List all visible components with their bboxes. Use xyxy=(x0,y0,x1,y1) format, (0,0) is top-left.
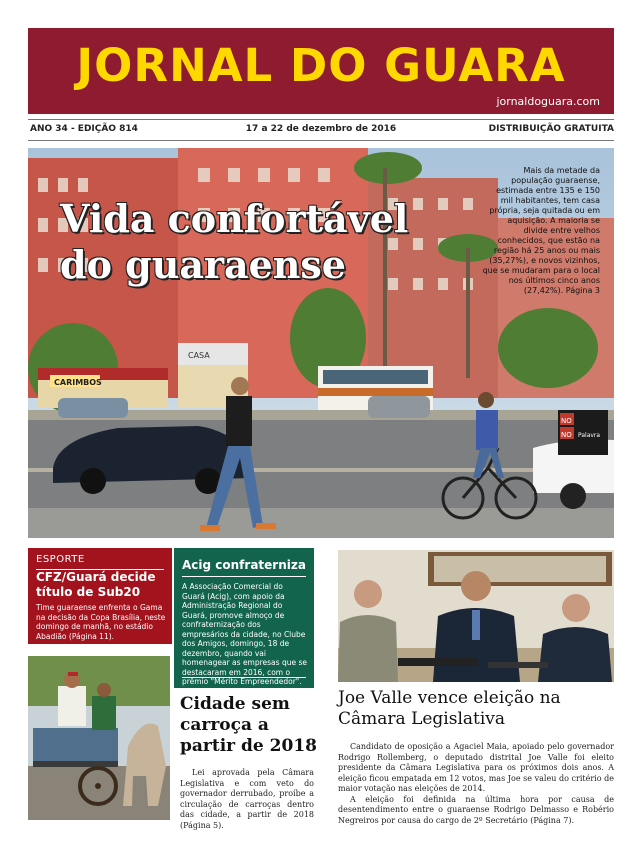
divider xyxy=(182,576,306,577)
road-sign-palavra: Palavra xyxy=(578,432,601,439)
edition-dates: 17 a 22 de dezembro de 2016 xyxy=(245,124,397,134)
legislature-headline[interactable]: Joe Valle vence eleição na Câmara Legislativa xyxy=(338,688,561,729)
legislature-article xyxy=(338,742,614,826)
cart-photo xyxy=(28,656,170,820)
edition-info-bar xyxy=(28,119,614,141)
masthead xyxy=(28,28,614,114)
divider xyxy=(182,677,306,678)
article-paragraph: Candidato de oposição a Agaciel Maia, apoiado pelo governador Rodrigo Rollemberg, o deputado distrital Joe Valle foi eleito presidente da Câmara Legislativa para os próximos dois anos. A eleição ficou empatada em 12 votos, mas Joe se valeu do critério de maior votação nas eleições de 2014. xyxy=(338,742,614,793)
section-tag: ESPORTE xyxy=(36,554,85,565)
acig-box[interactable] xyxy=(174,548,314,688)
article-paragraph: A eleição foi definida na última hora por causa de desentendimento entre o guaraense Rodrigo Delmasso e Robério Negreiros por causa do cargo de 2º Secretário (Página 7). xyxy=(338,794,614,825)
sports-box[interactable] xyxy=(28,548,172,644)
road-sign-no-2: NO xyxy=(561,431,572,439)
sports-headline: CFZ/Guará decide título de Sub20 xyxy=(36,570,156,599)
cart-summary: Lei aprovada pela Câmara Legislativa e com veto do governador derrubado, proíbe a circulação de carroças dentro das cidade, a partir de 2018 (Página 5). xyxy=(180,768,314,830)
shop-sign-carimbos: CARIMBOS xyxy=(54,378,102,387)
horse-cart-image xyxy=(28,656,170,820)
website-url[interactable]: jornaldoguara.com xyxy=(496,95,600,108)
acig-summary: A Associação Comercial do Guará (Acig), com apoio da Administração Regional do Guará, promove almoço de confraternização dos empresários da cidade, no Clube dos Amigos, domingo, 18 de dezembro, quando vai homenagear as empresas que se destacaram em 2016, com o prêmio "Mérito Empreendedor". xyxy=(182,582,307,686)
acig-headline: Acig confraterniza xyxy=(182,558,306,572)
legislature-photo xyxy=(338,550,614,682)
cover-photo xyxy=(28,148,614,538)
road-sign-no-1: NO xyxy=(561,417,572,425)
newspaper-title: JORNAL DO GUARA xyxy=(76,39,566,92)
sports-summary: Time guaraense enfrenta o Gama na decisão da Copa Brasília, neste domingo de manhã, no estádio Abadião (Página 11). xyxy=(36,603,166,641)
distribution-label: DISTRIBUIÇÃO GRATUITA xyxy=(488,124,614,134)
cover-teaser: Mais da metade da população guaraense, estimada entre 135 e 150 mil habitantes, tem casa própria, seja quitada ou em aquisição. A maioria se divide entre velhos conhecidos, que estão na região há 25 anos ou mais (35,27%), e novos vizinhos, que se mudaram para o local nos últimos cinco anos (27,42%). Página 3 xyxy=(482,166,600,295)
edition-number: ANO 34 - EDIÇÃO 814 xyxy=(30,124,138,134)
cover-headline[interactable]: Vida confortável do guaraense xyxy=(60,196,409,287)
press-conference-image xyxy=(338,550,614,682)
cart-headline[interactable]: Cidade sem carroça a partir de 2018 xyxy=(180,694,317,756)
shop-sign-casa: CASA xyxy=(188,351,210,360)
